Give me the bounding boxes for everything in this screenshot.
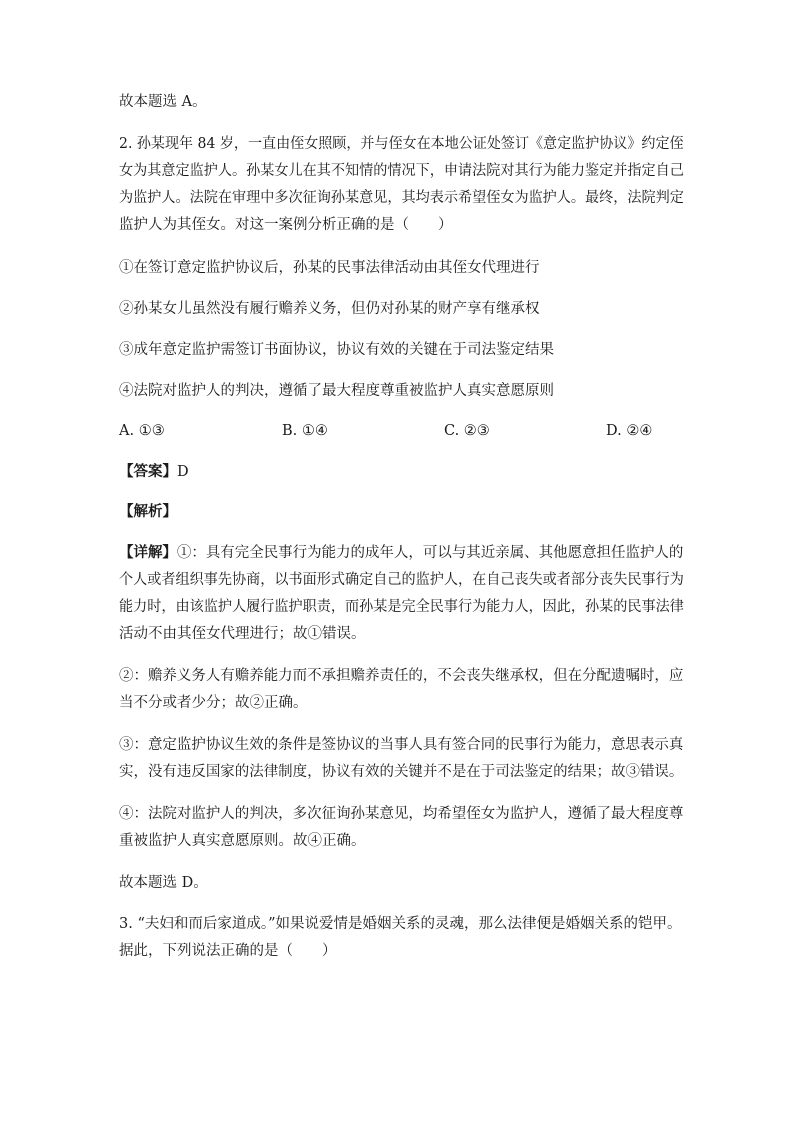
paragraph-4-line-1: ④：法院对监护人的判决，多次征询孙某意见，均希望侄女为监护人，遵循了最大程度尊	[119, 806, 684, 822]
paragraph-3-line-1: ③：意定监护协议生效的条件是签协议的当事人具有签合同的民事行为能力，意思表示真	[119, 737, 684, 753]
option-c: C. ②③	[444, 423, 490, 439]
paragraph-3-line-2: 实，没有违反国家的法律制度，协议有效的关键并不是在于司法鉴定的结果；故③错误。	[119, 764, 684, 780]
paragraph-2-line-2: 当不分或者少分；故②正确。	[119, 695, 308, 711]
option-b: B. ①④	[282, 423, 328, 439]
option-a: A. ①③	[119, 423, 165, 439]
detail-tag: 【详解】	[119, 545, 177, 561]
detail-line-4: 活动不由其侄女代理进行；故①错误。	[119, 626, 366, 642]
question-2-conclusion: 故本题选 D。	[119, 875, 208, 891]
question-2-line-2: 女为其意定监护人。孙某女儿在其不知情的情况下，申请法院对其行为能力鉴定并指定自己	[119, 163, 684, 179]
paragraph-4-line-2: 重被监护人真实意愿原则。故④正确。	[119, 833, 366, 849]
answer-value: D	[177, 464, 189, 480]
statement-1: ①在签订意定监护协议后，孙某的民事法律活动由其侄女代理进行	[119, 260, 540, 276]
question-2-line-3: 为监护人。法院在审理中多次征询孙某意见，其均表示希望侄女为监护人。最终，法院判定	[119, 190, 684, 206]
option-d: D. ②④	[606, 423, 653, 439]
answer-line	[119, 462, 189, 482]
detail-text-1: ①：具有完全民事行为能力的成年人，可以与其近亲属、其他愿意担任监护人的	[176, 545, 684, 561]
analysis-tag-text: 【解析】	[119, 504, 177, 520]
answer-tag: 【答案】	[119, 464, 177, 480]
paragraph-2-line-1: ②：赡养义务人有赡养能力而不承担赡养责任的，不会丧失继承权，但在分配遗嘱时，应	[119, 668, 684, 684]
statement-4: ④法院对监护人的判决，遵循了最大程度尊重被监护人真实意愿原则	[119, 383, 554, 399]
detail-line-2: 个人或者组织事先协商，以书面形式确定自己的监护人，在自己丧失或者部分丧失民事行为	[119, 572, 684, 588]
analysis-tag	[119, 502, 177, 522]
question-2-line-4: 监护人为其侄女。对这一案例分析正确的是（ ）	[119, 217, 453, 233]
question-3-line-1: 3. “夫妇和而后家道成。”如果说爱情是婚姻关系的灵魂，那么法律便是婚姻关系的铠甲。	[119, 916, 682, 932]
previous-conclusion: 故本题选 A。	[119, 94, 207, 110]
question-3-line-2: 据此，下列说法正确的是（ ）	[119, 943, 337, 959]
detail-line-3: 能力时，由该监护人履行监护职责，而孙某是完全民事行为能力人，因此，孙某的民事法律	[119, 599, 684, 615]
statement-2: ②孙某女儿虽然没有履行赡养义务，但仍对孙某的财产享有继承权	[119, 301, 540, 317]
detail-line-1	[119, 543, 683, 563]
statement-3: ③成年意定监护需签订书面协议，协议有效的关键在于司法鉴定结果	[119, 342, 554, 358]
question-2-line-1: 2. 孙某现年 84 岁，一直由侄女照顾，并与侄女在本地公证处签订《意定监护协议》约定侄	[119, 136, 684, 152]
